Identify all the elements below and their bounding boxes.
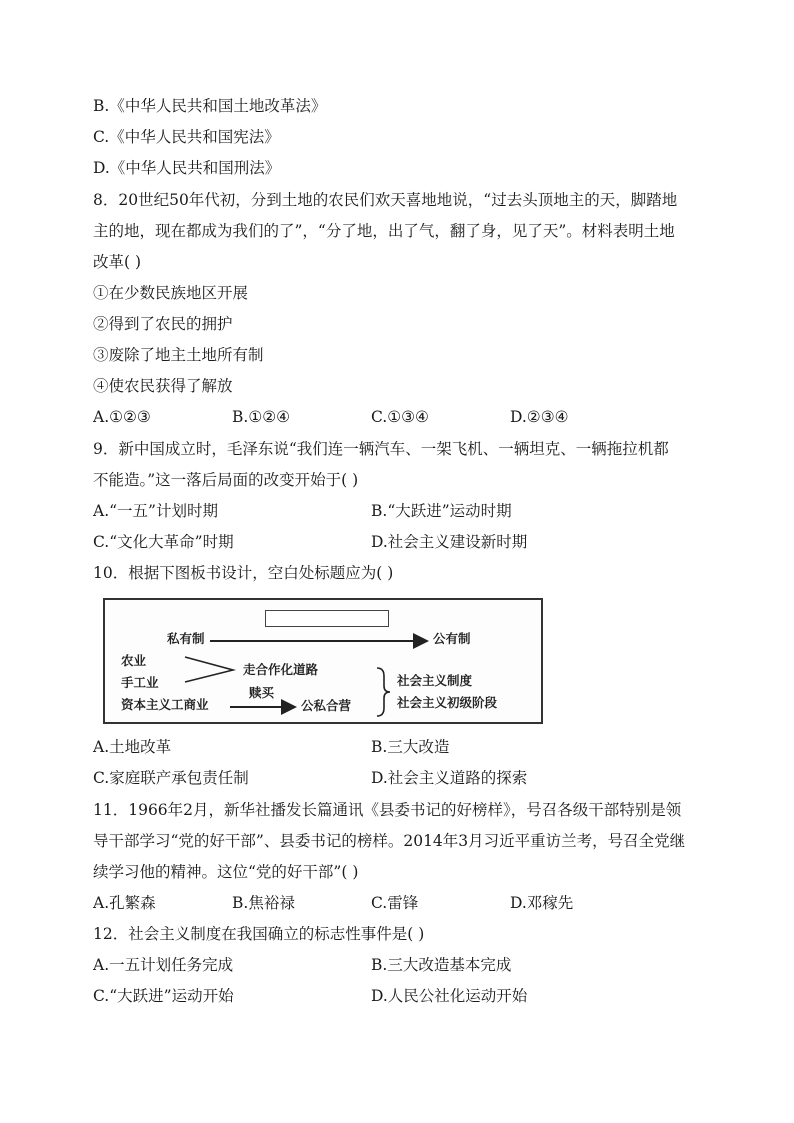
q9-option-d: D.社会主义建设新时期: [371, 533, 528, 551]
label-coop: 走合作化道路: [243, 662, 319, 677]
q8-stem-line2: 主的地，现在都成为我们的了”，“分了地，出了气，翻了身，见了天”。材料表明土地: [93, 222, 675, 240]
q8-statement-4: ④使农民获得了解放: [93, 377, 233, 395]
q12-option-d: D.人民公社化运动开始: [371, 987, 528, 1005]
label-buyout: 赎买: [249, 685, 275, 700]
q8-statement-1: ①在少数民族地区开展: [93, 284, 249, 302]
label-stage: 社会主义初级阶段: [397, 695, 498, 710]
q11-option-d: D.邓稼先: [510, 894, 574, 912]
label-agriculture: 农业: [121, 653, 147, 668]
label-joint: 公私合营: [301, 698, 352, 713]
blackboard-diagram: [103, 598, 543, 724]
q8-option-b: B.①②④: [232, 408, 291, 426]
q7-option-c: C.《中华人民共和国宪法》: [93, 128, 280, 146]
q10-option-b: B.三大改造: [371, 738, 450, 756]
q8-stem-line3: 改革( ): [93, 253, 142, 271]
q8-option-a: A.①②③: [93, 408, 151, 426]
q12-stem: 12．社会主义制度在我国确立的标志性事件是( ): [93, 925, 425, 943]
q7-option-b: B.《中华人民共和国土地改革法》: [93, 97, 327, 115]
q9-option-b: B.“大跃进”运动时期: [371, 502, 512, 520]
q8-option-c: C.①③④: [371, 408, 429, 426]
right-brace: [377, 668, 390, 716]
q12-option-b: B.三大改造基本完成: [371, 956, 512, 974]
q9-stem-line1: 9．新中国成立时，毛泽东说“我们连一辆汽车、一架飞机、一辆坦克、一辆拖拉机都: [93, 440, 669, 458]
q11-option-a: A.孔繁森: [93, 894, 156, 912]
q7-option-d: D.《中华人民共和国刑法》: [93, 159, 281, 177]
q9-option-c: C.“文化大革命”时期: [93, 533, 234, 551]
label-public: 公有制: [433, 631, 471, 646]
q12-option-a: A.一五计划任务完成: [93, 956, 234, 974]
converge-chevron: [185, 657, 233, 682]
label-capitalist: 资本主义工商业: [121, 697, 209, 712]
q10-stem: 10．根据下图板书设计，空白处标题应为( ): [93, 564, 394, 582]
q11-stem-line1: 11．1966年2月，新华社播发长篇通讯《县委书记的好榜样》，号召各级干部特别是领: [93, 801, 682, 819]
q9-stem-line2: 不能造。”这一落后局面的改变开始于( ): [93, 471, 359, 489]
label-handicraft: 手工业: [121, 675, 159, 690]
q11-stem-line3: 续学习他的精神。这位“党的好干部”( ): [93, 863, 359, 881]
q8-statement-2: ②得到了农民的拥护: [93, 315, 233, 333]
q11-option-c: C.雷锋: [371, 894, 419, 912]
q11-stem-line2: 导干部学习“党的好干部”、县委书记的榜样。2014年3月习近平重访兰考，号召全党继: [93, 832, 686, 850]
q12-option-c: C.“大跃进”运动开始: [93, 987, 234, 1005]
q9-option-a: A.“一五”计划时期: [93, 502, 218, 520]
q10-option-d: D.社会主义道路的探索: [371, 769, 528, 787]
q10-option-c: C.家庭联产承包责任制: [93, 769, 249, 787]
q8-stem-line1: 8．20世纪50年代初，分到土地的农民们欢天喜地地说，“过去头顶地主的天，脚踏地: [93, 191, 678, 209]
q8-statement-3: ③废除了地主土地所有制: [93, 346, 264, 364]
label-private: 私有制: [167, 631, 205, 646]
q11-option-b: B.焦裕禄: [232, 894, 295, 912]
q10-option-a: A.土地改革: [93, 738, 172, 756]
label-system: 社会主义制度: [397, 673, 473, 688]
q8-option-d: D.②③④: [510, 408, 569, 426]
